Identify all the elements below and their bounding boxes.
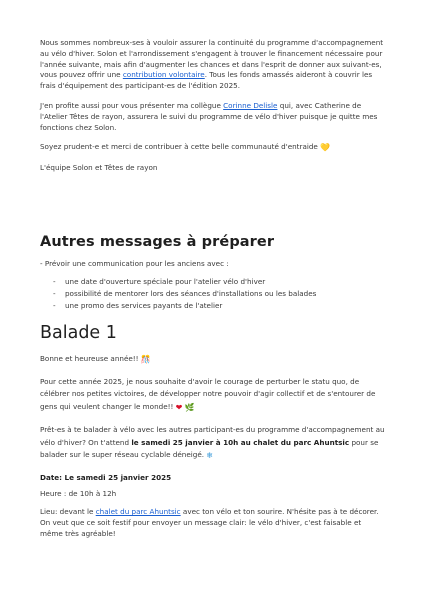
greeting-paragraph xyxy=(40,354,386,366)
confetti-icon: 🎊 xyxy=(140,354,151,364)
location-text: Lieu: devant le xyxy=(40,507,96,517)
location-text-end: avec ton vélo et ton sourire. N'hésite pas à te décorer. On veut que ce soit festif pour envoyer un message clair: le vélo d'hiver, c'est faisable et même très agréable! xyxy=(40,507,379,539)
yellow-heart-icon: 💛 xyxy=(320,143,331,153)
event-time: Heure : de 10h à 12h xyxy=(40,489,117,499)
contribution-paragraph xyxy=(40,38,386,92)
snowflake-icon: ❄ xyxy=(206,451,214,461)
event-date: Date: Le samedi 25 janvier 2025 xyxy=(40,472,172,482)
invitation-text-end: pour se balader sur le super réseau cyclable déneigé. xyxy=(40,437,379,460)
event-location xyxy=(40,506,386,539)
colleague-text: J'en profite aussi pour vous présenter ma collègue xyxy=(40,100,224,110)
document-page xyxy=(40,38,386,539)
invitation-paragraph xyxy=(40,424,386,463)
invitation-text: Prêt-es à te balader à vélo avec les autres participant-es du programme d'accompagnement au vélo d'hiver? On t'attend xyxy=(40,425,385,447)
wishes-paragraph xyxy=(40,376,386,415)
location-link[interactable]: chalet du parc Ahuntsic xyxy=(95,507,181,517)
colleague-link[interactable]: Corinne Delisle xyxy=(223,100,278,110)
list-item: - possibilité de mentorer lors des séances d'installations ou les balades xyxy=(65,288,386,300)
list-item: - une promo des services payants de l'atelier xyxy=(65,300,386,312)
section-title: Autres messages à préparer xyxy=(40,233,275,250)
wishes-text: Pour cette année 2025, je nous souhaite d'avoir le courage de perturber le statu quo, de célébrer nos petites victoires, de développer notre pouvoir d'agir collectif et de s'entourer de gens qui veulent changer le monde!! xyxy=(40,376,376,411)
balade-title: Balade 1 xyxy=(40,322,117,343)
colleague-paragraph xyxy=(40,101,386,133)
signature: L'équipe Solon et Têtes de rayon xyxy=(40,163,158,173)
contribution-text-end: . Tous les fonds amassés aideront à couvrir les frais d'équipement des participant-es de l'édition 2025. xyxy=(40,70,373,91)
contribution-text: Nous sommes nombreux-ses à vouloir assurer la continuité du programme d'accompagnement au vélo d'hiver. Solon et l'arrondissement s'engagent à trouver le financement nécessaire pour l'année suivante, mais afin d'augmenter les chances et dans l'esprit de donner aux suivant-es, vous pouvez offrir une xyxy=(40,38,384,80)
red-heart-icon: ❤ xyxy=(175,402,183,412)
bullet-list xyxy=(40,276,386,312)
contribution-link[interactable]: contribution volontaire xyxy=(122,70,205,80)
invitation-bold: le samedi 25 janvier à 10h au chalet du parc Ahuntsic xyxy=(131,437,350,447)
herb-leaf-icon: 🌿 xyxy=(184,402,195,412)
thanks-text: Soyez prudent-e et merci de contribuer à cette belle communauté d'entraide xyxy=(40,142,321,152)
colleague-text-end: qui, avec Catherine de l'Atelier Têtes de rayon, assurera le suivi du programme de vélo d'hiver puisque je quitte mes fonctions chez Solon. xyxy=(40,100,378,132)
thanks-paragraph xyxy=(40,142,386,154)
section-intro: - Prévoir une communication pour les anciens avec : xyxy=(40,258,229,268)
list-item: - une date d'ouverture spéciale pour l'atelier vélo d'hiver xyxy=(65,276,386,288)
greeting-text: Bonne et heureuse année!! xyxy=(40,353,141,363)
